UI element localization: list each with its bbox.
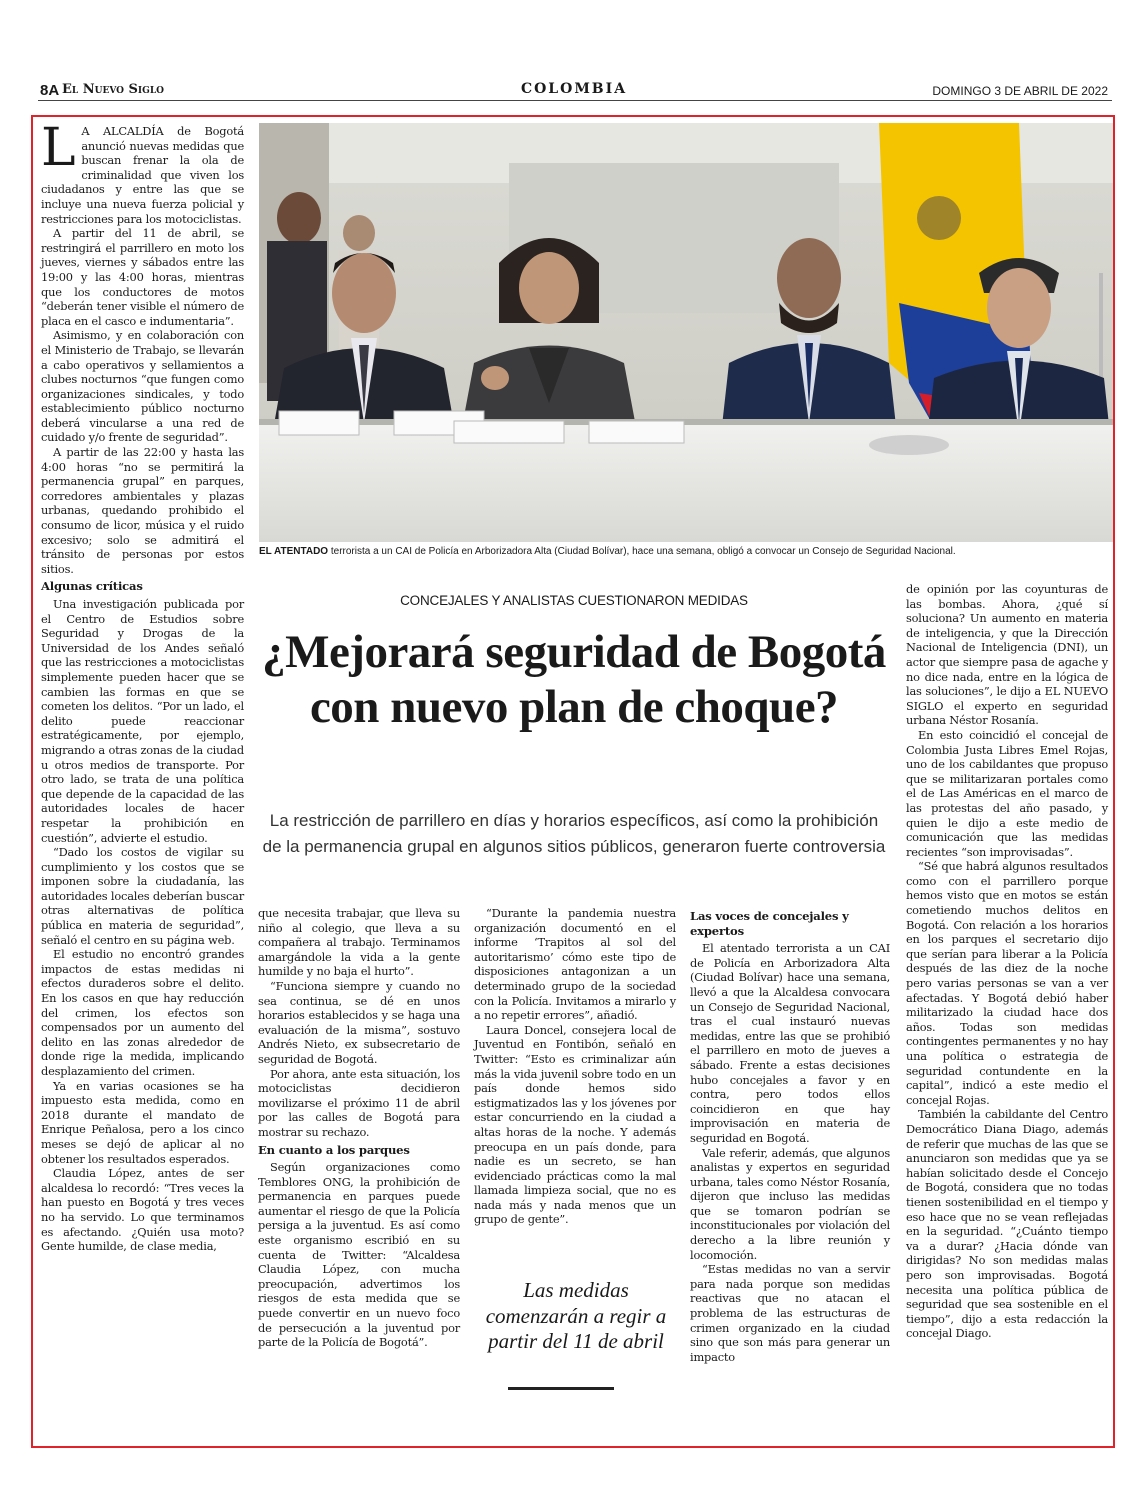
paragraph: A partir del 11 de abril, se restringirá el parrillero en moto los jueves, viernes y sábados entre las 19:00 y las 4:00 horas, mientras que los conductores de motos “deberán tener visible el número de placa en el casco e indumentaria”.: [41, 226, 244, 328]
column-1: [41, 118, 244, 1254]
pull-quote-rule: [508, 1387, 614, 1390]
newspaper-name: El Nuevo Siglo: [62, 82, 164, 97]
paragraph: “Durante la pandemia nuestra organización documentó en el informe ‘Trapitos al sol del autoritarismo’ cómo este tipo de disposiciones antagonizan a un determinado grupo de la sociedad con la Policía. Invitamos a mirarlo y a no repetir errores”, añadió.: [474, 906, 676, 1023]
subheading: Algunas críticas: [41, 579, 143, 594]
lead-paragraph: A ALCALDÍA de Bogotá anunció nuevas medidas que buscan frenar la ola de criminalidad que viven los ciudadanos y entre las que se incluye una nueva fuerza policial y restricciones para los motociclistas.: [41, 124, 244, 226]
header-rule: [38, 100, 1112, 101]
paragraph: Vale referir, además, que algunos analistas y expertos en seguridad urbana, tales como Néstor Rosanía, dijeron que incluso las medidas que se tomaron podrían se inconstitucionales por violación del derecho a la libre reunión y locomoción.: [690, 1145, 890, 1262]
paragraph: “Sé que habrá algunos resultados como con el parrillero porque hemos visto que en motos se están cometiendo muchos delitos en Bogotá. Con relación a los horarios en los parques el secretario dijo que serían para liberar a la Policía después de las diez de la noche pero varias personas se van a ver afectadas. Y Bogotá debió haber militarizado la ciudad hace dos años. Todas son medidas contingentes permanentes y no hay una política o estrategia de seguridad contundente en la capital”, indicó a este medio el concejal Rojas.: [906, 859, 1108, 1107]
paragraph: El atentado terrorista a un CAI de Policía en Arborizadora Alta (Ciudad Bolívar) hace una semana, llevó a que la Alcaldesa convocara un Consejo de Seguridad Nacional, tras el cual instauró nuevas medidas, entre las que se prohibió el parrillero en moto de jueves a sábado. Frente a estas decisiones hubo concejales a favor y en contra, pero todos ellos coincidieron en que hay improvisación en materia de seguridad en Bogotá.: [690, 941, 890, 1145]
page-number: 8A: [40, 82, 60, 99]
caption-text: terrorista a un CAI de Policía en Arborizadora Alta (Ciudad Bolívar), hace una semana, obligó a convocar un Consejo de Seguridad Nacional.: [328, 546, 956, 557]
paragraph: También la cabildante del Centro Democrático Diana Diago, además de referir que muchas de las que se anunciaron son medidas que ya se habían solicitado desde el Concejo de Bogotá, considera que no todas tienen sostenibilidad en el tiempo y eso hace que no se vean reflejadas en la seguridad. “¿Cuánto tiempo va a durar? ¿Hacia dónde van dirigidas? No son medidas malas pero son improvisadas. Bogotá necesita una política pública de seguridad que sea sostenible en el tiempo”, dijo a esta redacción la concejal Diago.: [906, 1107, 1108, 1341]
article-headline: ¿Mejorará seguridad de Bogotá con nuevo plan de choque?: [262, 626, 886, 733]
paragraph: Laura Doncel, consejera local de Juventud en Fontibón, señaló en Twitter: “Esto es criminalizar aún más la vida juvenil sobre todo en un país donde hemos sido estigmatizados las y los jóvenes por estar concurriendo en la ciudad a altas horas de la noche. Y además preocupa en un país donde, para nadie es un secreto, se han evidenciado prácticas como la mal llamada limpieza social, que no es nada más y nada menos que un grupo de gente”.: [474, 1022, 676, 1227]
section-title: COLOMBIA: [520, 81, 628, 97]
photo-illustration: [259, 123, 1113, 542]
paragraph: El estudio no encontró grandes impactos de estas medidas ni efectos duraderos sobre el delito. En los casos en que hay reducción del crimen, los efectos son compensados por un aumento del delito en las zonas alrededor de donde rige la medida, implicando desplazamiento del crimen.: [41, 947, 244, 1078]
paragraph: “Funciona siempre y cuando no sea continua, se dé en unos horarios establecidos y se haga una evaluación de la misma”, sostuvo Andrés Nieto, ex subsecretario de seguridad de Bogotá.: [258, 978, 460, 1066]
column-2: [258, 906, 460, 1350]
article-photo: [259, 123, 1113, 542]
column-3: [474, 906, 676, 1227]
article-kicker: CONCEJALES Y ANALISTAS CUESTIONARON MEDIDAS: [400, 593, 748, 608]
paragraph: que necesita trabajar, que lleva su niño al colegio, que lleva a su compañera al trabajo. Terminamos amargándole la vida a la gente humilde y no baja el hurto”.: [258, 906, 460, 979]
paragraph: Por ahora, ante esta situación, los motociclistas decidieron movilizarse el próximo 11 de abril por las calles de Bogotá para mostrar su rechazo.: [258, 1066, 460, 1139]
column-5: [906, 582, 1108, 1341]
column-4: [690, 906, 890, 1364]
paragraph: “Dado los costos de vigilar su cumplimiento y los costos que se imponen sobre la ciudadanía, las autoridades locales deberían buscar otras alternativas de política pública en materia de seguridad”, señaló el centro en su página web.: [41, 845, 244, 947]
subheading: Las voces de concejales y expertos: [690, 909, 849, 938]
paragraph: Claudia López, antes de ser alcaldesa lo recordó: “Tres veces la han puesto en Bogotá y tres veces no ha servido. Lo que terminamos es afectando. ¿Quién usa moto? Gente humilde, de clase media,: [41, 1166, 244, 1254]
paragraph: Ya en varias ocasiones se ha impuesto esta medida, como en 2018 durante el mandato de Enrique Peñalosa, pero a los cinco meses se dejó de aplicar al no obtener los resultados esperados.: [41, 1078, 244, 1166]
paragraph: Asimismo, y en colaboración con el Ministerio de Trabajo, se llevarán a cabo operativos y sellamientos a clubes nocturnos “que fungen como organizaciones sindicales, y todo establecimiento público nocturno deberá vincularse a una red de cuidado y/o frente de seguridad”.: [41, 328, 244, 445]
pull-quote: Las medidas comenzarán a regir a partir del 11 de abril: [485, 1278, 667, 1353]
article-deck: La restricción de parrillero en días y horarios específicos, así como la prohibición de la permanencia grupal en algunos sitios públicos, generaron fuerte controversia: [262, 811, 886, 856]
paragraph: A partir de las 22:00 y hasta las 4:00 horas “no se permitirá la permanencia grupal” en parques, corredores ambientales y plazas urbanas, quedando prohibido el consumo de licor, música y el ruido excesivo; solo se admitirá el tránsito de personas por estos sitios.: [41, 445, 244, 576]
caption-lead: EL ATENTADO: [259, 546, 329, 557]
paragraph: de opinión por las coyunturas de las bombas. Ahora, ¿qué sí soluciona? Un aumento en materia de inteligencia, y que la Dirección Nacional de Inteligencia (DNI), un actor que siempre pasa de agache y no dice nada, entre en la lógica de las soluciones”, le dijo a EL NUEVO SIGLO el experto en seguridad urbana Néstor Rosanía.: [906, 582, 1108, 728]
drop-cap: L: [41, 118, 76, 178]
subheading: En cuanto a los parques: [258, 1142, 410, 1157]
photo-caption: [259, 545, 1109, 558]
paragraph: Una investigación publicada por el Centro de Estudios sobre Seguridad y Drogas de la Universidad de los Andes señaló que las restricciones a motociclistas simplemente pueden hacer que se cambien las formas en que se cometen los delitos. “Por un lado, el delito puede reaccionar estratégicamente, por ejemplo, migrando a otras zonas de la ciudad u otros medios de transporte. Por otro lado, se trata de una política que depende de la capacidad de las autoridades locales de hacer respetar la prohibición en cuestión”, advierte el estudio.: [41, 597, 244, 845]
paragraph: Según organizaciones como Temblores ONG, la prohibición de permanencia en parques puede aumentar el riesgo de que la Policía persiga a la juventud. Es así como este organismo escribió en su cuenta de Twitter: “Alcaldesa Claudia López, con mucha preocupación, advertimos los riesgos de esta medida que se puede convertir en un nuevo foco de persecución a la juventud por parte de la Policía de Bogotá”.: [258, 1160, 460, 1350]
issue-date: DOMINGO 3 DE ABRIL DE 2022: [932, 84, 1108, 98]
paragraph: “Estas medidas no van a servir para nada porque son medidas reactivas que no atacan el problema de las estructuras de crimen organizado en la ciudad sino que son más para generar un impacto: [690, 1262, 890, 1364]
paragraph: En esto coincidió el concejal de Colombia Justa Libres Emel Rojas, uno de los cabildantes que propuso que se militarizaran portales como el de Las Américas en el marco de las protestas del año pasado, y quien le dijo a este medio de comunicación que las medidas recientes “son improvisadas”.: [906, 727, 1108, 859]
